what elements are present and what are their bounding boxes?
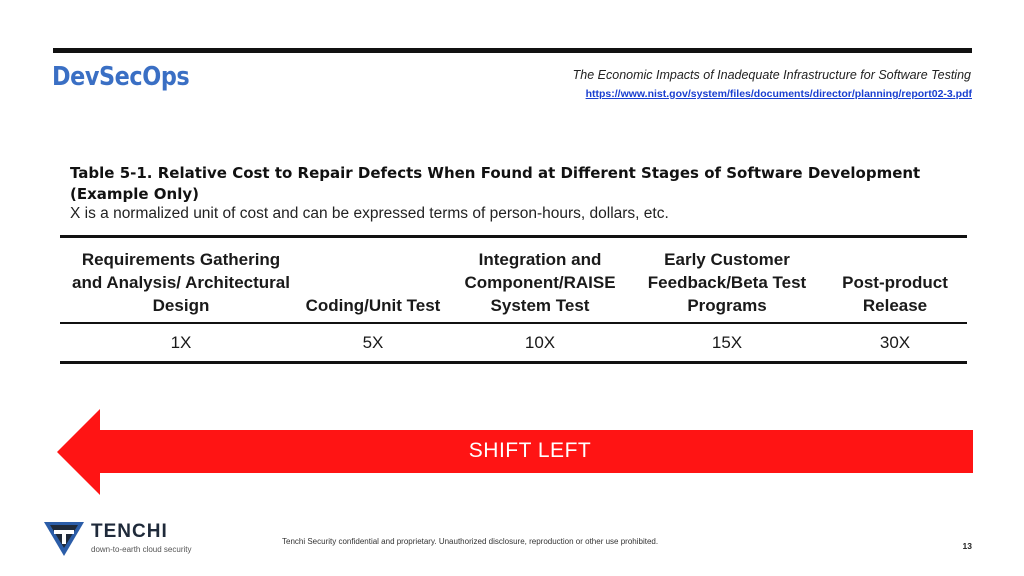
column-header-integration: Integration and Component/RAISE System Test <box>464 250 616 315</box>
brand-name: TENCHI <box>91 521 168 542</box>
cost-value-requirements: 1X <box>170 333 192 352</box>
cost-value-post-release: 30X <box>879 333 911 352</box>
brand-tagline: down-to-earth cloud security <box>91 545 192 554</box>
table-heading: Table 5-1. Relative Cost to Repair Defects When Found at Different Stages of Software Development (Example Only) <box>70 164 921 203</box>
shift-left-label: SHIFT LEFT <box>468 439 592 462</box>
table-subtitle: X is a normalized unit of cost and can be expressed terms of person-hours, dollars, etc. <box>70 205 669 222</box>
column-header-requirements: Requirements Gathering and Analysis/ Architectural Design <box>72 250 290 315</box>
cost-value-integration: 10X <box>524 333 556 352</box>
confidentiality-note: Tenchi Security confidential and proprietary. Unauthorized disclosure, reproduction or other use prohibited. <box>282 537 659 546</box>
reference-title: The Economic Impacts of Inadequate Infrastructure for Software Testing <box>572 68 971 82</box>
table-header-rule <box>60 322 967 324</box>
top-divider <box>53 48 972 53</box>
cost-value-beta: 15X <box>711 333 743 352</box>
column-header-coding: Coding/Unit Test <box>305 296 441 315</box>
column-header-post-release: Post-product Release <box>842 273 948 315</box>
table-bottom-rule <box>60 361 967 364</box>
reference-link[interactable]: https://www.nist.gov/system/files/documents/director/planning/report02-3.pdf <box>585 88 972 100</box>
column-header-beta: Early Customer Feedback/Beta Test Programs <box>647 250 807 315</box>
table-top-rule <box>60 235 967 238</box>
cost-value-coding: 5X <box>362 333 384 352</box>
page-number: 13 <box>962 541 972 551</box>
slide-title: DevSecOps <box>52 62 190 92</box>
tenchi-logo-icon <box>44 520 84 556</box>
